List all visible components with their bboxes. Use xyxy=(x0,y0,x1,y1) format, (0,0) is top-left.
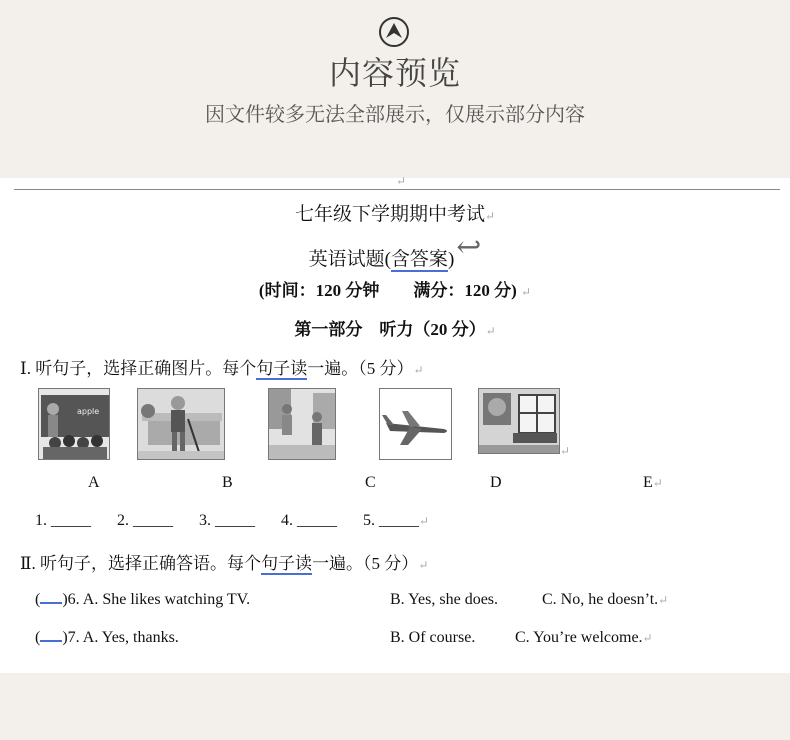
answer-blanks: 1. _____ 2. _____ 3. _____ 4. _____ 5. _____↵ xyxy=(35,512,430,529)
blank-3: 3. _____ xyxy=(199,512,255,529)
preview-subtitle: 因文件较多无法全部展示，仅展示部分内容 xyxy=(205,102,585,126)
picture-label-b: B xyxy=(222,474,233,491)
question-6-stem: ( )6. A. She likes watching TV. xyxy=(35,591,251,608)
part-one-heading: 第一部分 听力（20 分）↵ xyxy=(294,320,496,339)
blank-5: 5. _____ xyxy=(363,512,419,529)
preview-header xyxy=(0,0,790,178)
blank-1: 1. _____ xyxy=(35,512,91,529)
question-6-option-b: B. Yes, she does. xyxy=(390,591,499,608)
time-score-line: (时间：120 分钟 满分：120 分) ↵ xyxy=(258,281,532,300)
preview-title: 内容预览 xyxy=(328,54,461,92)
svg-text:apple: apple xyxy=(77,407,100,416)
collapse-up-icon[interactable] xyxy=(378,16,410,48)
picture-label-c: C xyxy=(365,474,376,491)
picture-label-a: A xyxy=(88,474,100,491)
picture-label-e: E↵ xyxy=(643,474,663,491)
picture-c-street xyxy=(268,388,336,460)
return-mark: ↵ xyxy=(396,174,407,188)
exam-subtitle: 英语试题(含答案)↩ xyxy=(308,231,482,270)
return-mark: ↵ xyxy=(560,444,571,458)
header-rule xyxy=(14,189,780,190)
question-7-option-b: B. Of course. xyxy=(390,629,476,646)
question-7-option-c: C. You’re welcome.↵ xyxy=(515,629,653,646)
picture-label-d: D xyxy=(490,474,502,491)
picture-d-airplane xyxy=(379,388,452,460)
picture-a-classroom xyxy=(38,388,110,460)
exam-title: 七年级下学期期中考试↵ xyxy=(294,204,496,225)
question-7-stem: ( )7. A. Yes, thanks. xyxy=(35,629,179,646)
return-arrow-icon: ↩ xyxy=(456,231,482,264)
picture-b-sweeping xyxy=(137,388,225,460)
subtitle-underlined: 含答案 xyxy=(390,249,448,270)
document-page xyxy=(0,174,790,673)
section-one-instruction: Ⅰ. 听句子，选择正确图片。每个句子读一遍。（5 分）↵ xyxy=(20,359,424,378)
section-two-instruction: Ⅱ. 听句子，选择正确答语。每个句子读一遍。（5 分）↵ xyxy=(20,554,429,573)
picture-e-room xyxy=(478,388,560,454)
blank-4: 4. _____ xyxy=(281,512,337,529)
question-6-option-c: C. No, he doesn’t.↵ xyxy=(542,591,669,608)
blank-2: 2. _____ xyxy=(117,512,173,529)
